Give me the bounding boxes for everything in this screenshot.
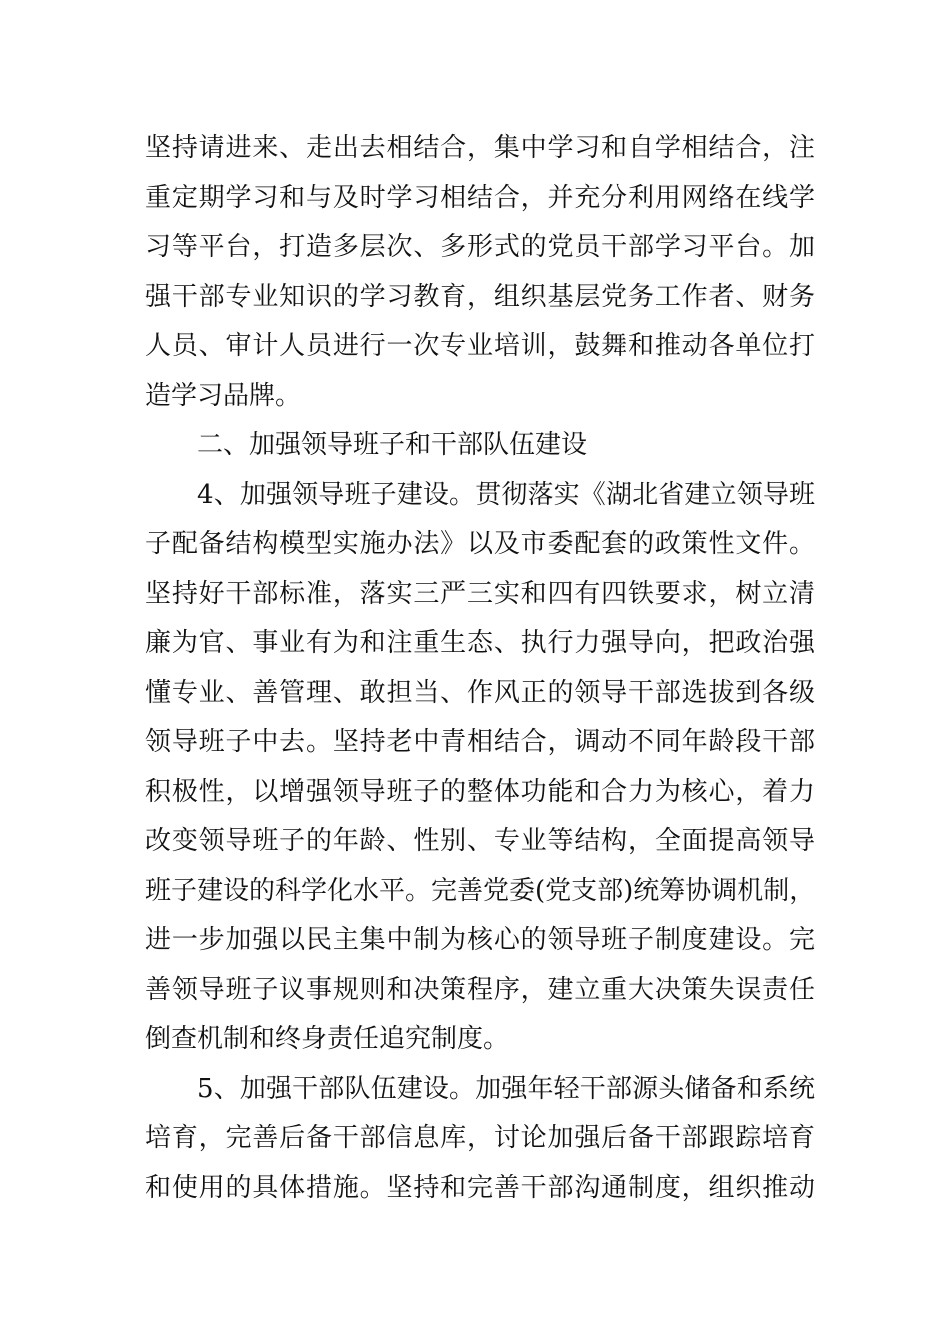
text-line: 4、加强领导班子建设。贯彻落实《湖北省建立领导班 <box>197 479 815 510</box>
text-line: 习等平台，打造多层次、多形式的党员干部学习平台。加 <box>145 232 815 262</box>
text-line: 强干部专业知识的学习教育，组织基层党务工作者、财务 <box>145 281 815 312</box>
text-line: 懂专业、善管理、敢担当、作风正的领导干部选拔到各级 <box>145 677 815 708</box>
text-line: 领导班子中去。坚持老中青相结合，调动不同年龄段干部 <box>145 727 815 757</box>
text-line: 坚持好干部标准，落实三严三实和四有四铁要求，树立清 <box>145 578 815 609</box>
text-line: 倒查机制和终身责任追究制度。 <box>145 1024 510 1054</box>
text-line: 班子建设的科学化水平。完善党委(党支部)统筹协调机制， <box>145 875 816 906</box>
text-line: 善领导班子议事规则和决策程序，建立重大决策失误责任 <box>145 974 815 1005</box>
text-line: 造学习品牌。 <box>145 380 302 411</box>
text-line: 和使用的具体措施。坚持和完善干部沟通制度，组织推动 <box>145 1172 815 1203</box>
text-line: 积极性，以增强领导班子的整体功能和合力为核心，着力 <box>145 776 815 807</box>
text-line: 坚持请进来、走出去相结合，集中学习和自学相结合，注 <box>145 133 815 163</box>
text-line: 重定期学习和与及时学习相结合，并充分利用网络在线学 <box>145 182 815 213</box>
section-heading: 二、加强领导班子和干部队伍建设 <box>197 430 588 460</box>
text-line: 进一步加强以民主集中制为核心的领导班子制度建设。完 <box>145 925 815 955</box>
text-line: 培育，完善后备干部信息库，讨论加强后备干部跟踪培育 <box>145 1123 815 1153</box>
text-line: 子配备结构模型实施办法》以及市委配套的政策性文件。 <box>145 529 815 559</box>
text-line: 改变领导班子的年龄、性别、专业等结构，全面提高领导 <box>145 826 815 856</box>
text-line: 5、加强干部队伍建设。加强年轻干部源头储备和系统 <box>197 1073 815 1104</box>
text-line: 廉为官、事业有为和注重生态、执行力强导向，把政治强 <box>145 628 815 658</box>
text-line: 人员、审计人员进行一次专业培训，鼓舞和推动各单位打 <box>145 331 815 361</box>
body-text <box>145 124 815 1213</box>
